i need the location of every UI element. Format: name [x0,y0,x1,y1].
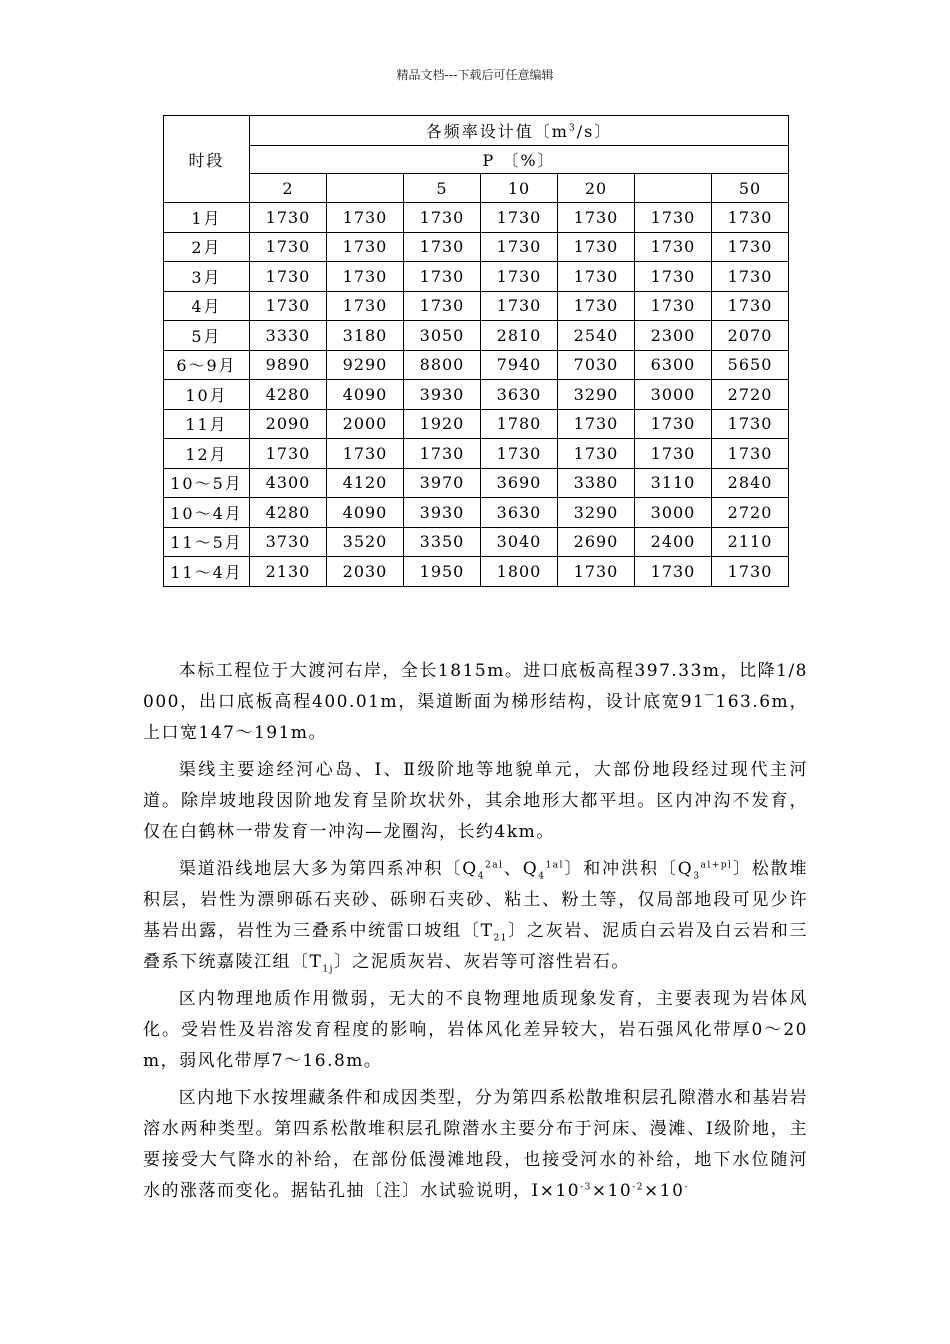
value-cell: 1730 [558,203,635,233]
value-cell: 2540 [558,321,635,351]
value-cell: 1730 [712,291,789,321]
value-cell: 1730 [250,439,327,469]
period-cell: 11月 [164,409,250,439]
paragraph-strata: 渠道沿线地层大多为第四系冲积〔$Q_4^{2al}$、$Q_4^{1al}$〕和冲洪积〔$Q_3^{al+pl}$〕松散堆积层，岩性为漂卵砾石夹砂、砾卵石夹砂、粘土、粉土等，仅局部地段可见少许基岩出露，岩性为三叠系中统雷口坡组〔$T_{21}$〕之灰岩、泥质白云岩及白云岩和三叠系下统嘉陵江组〔$T_{1j}$〕之泥质灰岩、灰岩等可溶性岩石。 [143,859,809,975]
value-cell: 2840 [712,468,789,498]
value-cell: 1730 [635,557,712,587]
value-cell: 1730 [635,439,712,469]
value-cell: 3970 [404,468,481,498]
value-cell: 3930 [404,380,481,410]
value-cell: 1730 [327,291,404,321]
period-cell: 11～5月 [164,527,250,557]
value-cell: 3930 [404,498,481,528]
value-cell: 3290 [558,380,635,410]
table-row [164,557,789,587]
value-cell: 1730 [712,262,789,292]
period-column-header: 时段 [164,116,250,203]
value-cell: 4280 [250,380,327,410]
value-cell: 1730 [558,439,635,469]
value-cell: 1730 [635,409,712,439]
value-cell: 1730 [558,291,635,321]
value-cell: 4090 [327,498,404,528]
value-cell: 4120 [327,468,404,498]
paragraph-project-overview: 本标工程位于大渡河右岸，全长1815m。进口底板高程397.33m，比降1/8000，出口底板高程400.01m，渠道断面为梯形结构，设计底宽91‾163.6m，上口宽147～191m。 [143,661,808,743]
frequency-column-header: 50 [712,174,789,203]
table-row [164,291,789,321]
period-cell: 10～5月 [164,468,250,498]
frequency-column-header: 10 [481,174,558,203]
value-cell: 3380 [558,468,635,498]
value-cell: 1730 [404,439,481,469]
value-cell: 3040 [481,527,558,557]
value-cell: 1730 [558,409,635,439]
value-cell: 3330 [250,321,327,351]
value-cell: 1730 [635,291,712,321]
value-cell: 1730 [481,232,558,262]
value-cell: 2690 [558,527,635,557]
frequency-column-header: 2 [250,174,327,203]
value-cell: 1730 [712,557,789,587]
value-cell: 2130 [250,557,327,587]
period-cell: 10～4月 [164,498,250,528]
period-cell: 10月 [164,380,250,410]
value-cell: 1730 [327,232,404,262]
period-cell: 3月 [164,262,250,292]
value-cell: 3000 [635,498,712,528]
value-cell: 1730 [635,203,712,233]
value-cell: 2110 [712,527,789,557]
value-cell: 1730 [712,203,789,233]
value-cell: 2070 [712,321,789,351]
value-cell: 1730 [404,232,481,262]
value-cell: 2000 [327,409,404,439]
value-cell: 7940 [481,350,558,380]
design-value-title: 各频率设计值〔$m^3/s$〕 [250,116,789,146]
value-cell: 3180 [327,321,404,351]
period-cell: 5月 [164,321,250,351]
value-cell: 1730 [712,439,789,469]
page-header: 精品文档---下载后可任意编辑 [396,68,554,82]
value-cell: 1730 [558,232,635,262]
value-cell: 1730 [250,232,327,262]
value-cell: 8800 [404,350,481,380]
period-cell: 6～9月 [164,350,250,380]
value-cell: 2090 [250,409,327,439]
value-cell: 1730 [558,557,635,587]
value-cell: 9290 [327,350,404,380]
probability-header: P 〔%〕 [250,146,789,174]
table-row [164,350,789,380]
value-cell: 2720 [712,380,789,410]
value-cell: 3630 [481,380,558,410]
period-cell: 4月 [164,291,250,321]
value-cell: 1730 [250,203,327,233]
value-cell: 1730 [327,262,404,292]
value-cell: 1730 [404,203,481,233]
value-cell: 1730 [558,262,635,292]
table-row [164,232,789,262]
value-cell: 1730 [327,439,404,469]
table-row [164,380,789,410]
value-cell: 9890 [250,350,327,380]
value-cell: 3350 [404,527,481,557]
value-cell: 4280 [250,498,327,528]
value-cell: 3630 [481,498,558,528]
value-cell: 1730 [327,203,404,233]
value-cell: 2400 [635,527,712,557]
body-text [143,656,808,1213]
frequency-column-header: 5 [404,174,481,203]
period-cell: 11～4月 [164,557,250,587]
value-cell: 4300 [250,468,327,498]
value-cell: 1730 [250,262,327,292]
value-cell: 1730 [712,232,789,262]
period-cell: 1月 [164,203,250,233]
value-cell: 1950 [404,557,481,587]
table-row [164,321,789,351]
value-cell: 3050 [404,321,481,351]
paragraph-groundwater: 区内地下水按埋藏条件和成因类型，分为第四系松散堆积层孔隙潜水和基岩岩溶水两种类型。第四系松散堆积层孔隙潜水主要分布于河床、漫滩、Ⅰ级阶地，主要接受大气降水的补给，在部份低漫滩地段，也接受河水的补给，地下水位随河水的涨落而变化。据钻孔抽〔注〕水试验说明，$Ⅰ\times 10^{-3}\times 10^{-2}\times 10^-$ [143,1088,808,1201]
table-row [164,468,789,498]
value-cell: 7030 [558,350,635,380]
value-cell: 5650 [712,350,789,380]
period-cell: 12月 [164,439,250,469]
table-row [164,262,789,292]
value-cell: 2030 [327,557,404,587]
value-cell: 1730 [635,232,712,262]
value-cell: 3110 [635,468,712,498]
value-cell: 1730 [404,262,481,292]
period-cell: 2月 [164,232,250,262]
value-cell: 4090 [327,380,404,410]
value-cell: 1730 [481,439,558,469]
frequency-column-header: 20 [558,174,635,203]
value-cell: 3690 [481,468,558,498]
value-cell: 3290 [558,498,635,528]
value-cell: 1730 [250,291,327,321]
table-row [164,527,789,557]
value-cell: 2300 [635,321,712,351]
value-cell: 1730 [481,203,558,233]
value-cell: 1730 [481,262,558,292]
value-cell: 2720 [712,498,789,528]
table-row [164,203,789,233]
value-cell: 1730 [481,291,558,321]
value-cell: 1730 [712,409,789,439]
table-row [164,439,789,469]
value-cell: 1780 [481,409,558,439]
value-cell: 3000 [635,380,712,410]
frequency-column-header [635,174,712,203]
table-row [164,409,789,439]
paragraph-weathering: 区内物理地质作用微弱，无大的不良物理地质现象发育，主要表现为岩体风化。受岩性及岩溶发育程度的影响，岩体风化差异较大，岩石强风化带厚0～20m，弱风化带厚7～16.8m。 [143,989,808,1071]
value-cell: 6300 [635,350,712,380]
value-cell: 1730 [404,291,481,321]
value-cell: 1800 [481,557,558,587]
value-cell: 1730 [635,262,712,292]
value-cell: 2810 [481,321,558,351]
value-cell: 3520 [327,527,404,557]
table-row [164,498,789,528]
value-cell: 1920 [404,409,481,439]
frequency-column-header [327,174,404,203]
design-frequency-table [163,115,789,587]
paragraph-landform: 渠线主要途经河心岛、Ⅰ、Ⅱ级阶地等地貌单元，大部份地段经过现代主河道。除岸坡地段因阶地发育呈阶坎状外，其余地形大都平坦。区内冲沟不发育，仅在白鹤林一带发育一冲沟—龙圈沟，长约4km。 [143,760,808,842]
value-cell: 3730 [250,527,327,557]
